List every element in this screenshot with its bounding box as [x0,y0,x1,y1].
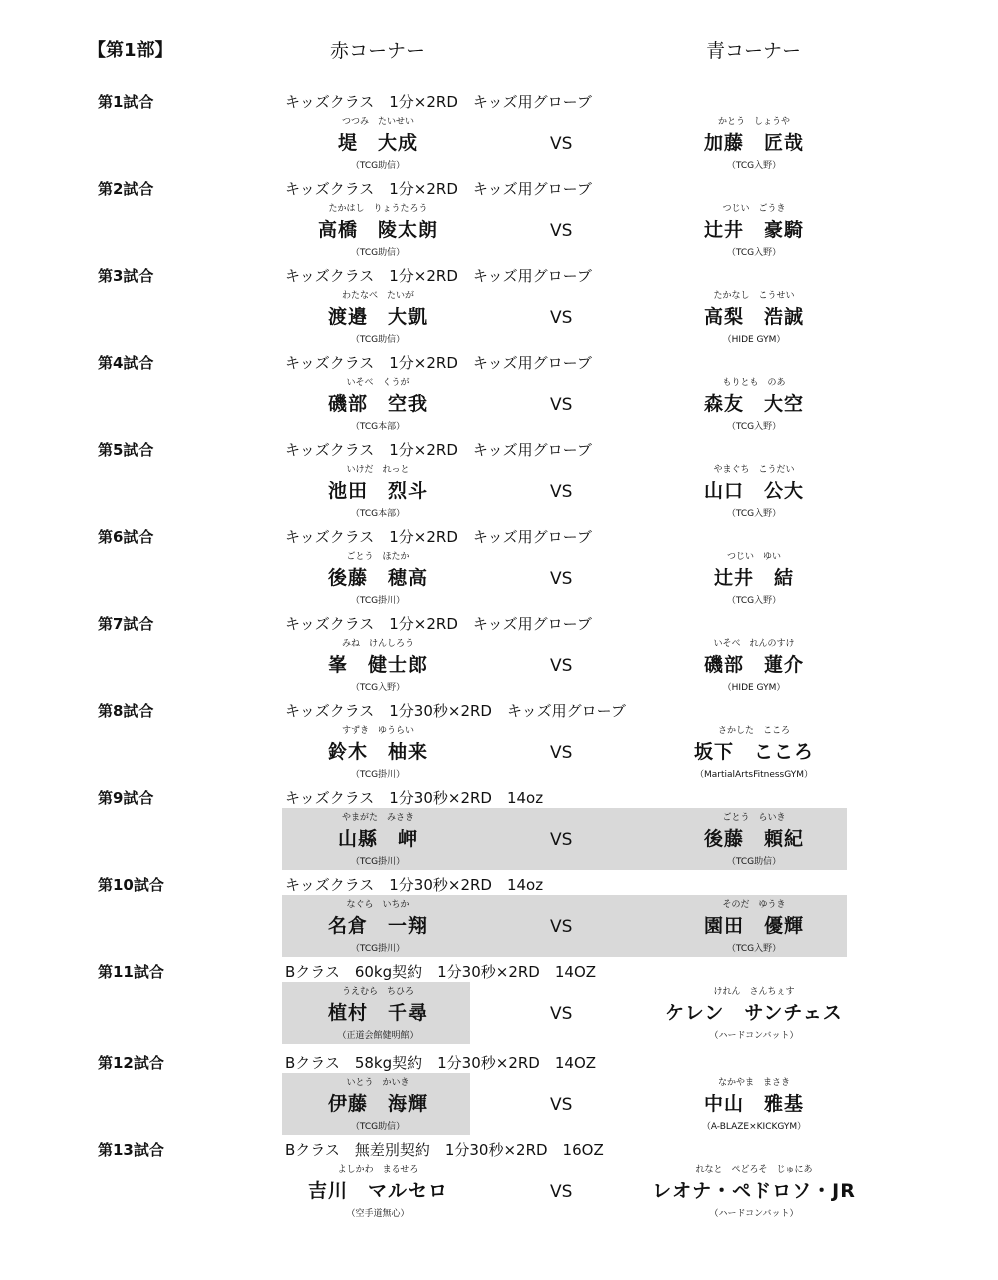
bout-number: 第12試合 [98,1054,164,1072]
bout-number: 第2試合 [98,180,154,198]
bout-number: 第9試合 [98,789,154,807]
red-corner-heading: 赤コーナー [330,40,426,62]
fighter-kana: さかした こころ [717,726,790,736]
fighter-kana: いそべ れんのすけ [713,639,795,649]
fighter-name: 峯 健士郎 [327,654,428,676]
bout-rules: キッズクラス 1分30秒×2RD 14oz [285,876,544,894]
fighter-name: 坂下 こころ [693,741,814,763]
fighter-gym: （TCG入野） [726,161,782,171]
fighter-name: 堤 大成 [337,132,418,154]
fighter-name: 名倉 一翔 [327,915,428,937]
fighter-name: 加藤 匠哉 [703,132,804,154]
vs-label: VS [550,917,573,937]
vs-label: VS [550,221,573,241]
bout-row [0,440,998,527]
fighter-kana: いけだ れっと [346,465,410,475]
fighter-gym: （TCG入野） [726,596,782,606]
part-title: 【第1部】 [88,40,173,61]
fighter-name: 中山 雅基 [703,1093,804,1115]
fighter-kana: やまぐち こうだい [713,465,795,475]
bout-number: 第10試合 [98,876,164,894]
fighter-kana: もりとも のあ [722,378,786,388]
fighter-name: 高橋 陵太朗 [317,219,438,241]
vs-label: VS [550,482,573,502]
vs-label: VS [550,1095,573,1115]
fighter-kana: たかはし りょうたろう [328,204,428,214]
bout-rules: キッズクラス 1分30秒×2RD 14oz [285,789,544,807]
vs-label: VS [550,1004,573,1024]
fighter-gym: （TCG掛川） [350,944,406,954]
bout-number: 第6試合 [98,528,154,546]
fighter-kana: うえむら ちひろ [341,987,414,997]
bout-rules: キッズクラス 1分×2RD キッズ用グローブ [285,615,592,633]
fighter-gym: （TCG入野） [726,248,782,258]
bout-row [0,527,998,614]
fighter-name: 渡邉 大凱 [327,306,428,328]
bout-row [0,92,998,179]
bout-row [0,614,998,701]
fighter-gym: （TCG入野） [726,509,782,519]
bout-rules: Bクラス 58kg契約 1分30秒×2RD 14OZ [285,1054,597,1072]
bout-rules: キッズクラス 1分×2RD キッズ用グローブ [285,180,592,198]
bout-number: 第5試合 [98,441,154,459]
blue-corner-heading: 青コーナー [706,40,802,62]
fighter-name: 高梨 浩誠 [703,306,804,328]
fighter-name: 辻井 結 [713,567,794,589]
fighter-kana: たかなし こうせい [713,291,795,301]
fighter-gym: （TCG入野） [726,944,782,954]
fighter-gym: （HIDE GYM） [722,683,786,693]
fighter-name: 後藤 穂高 [327,567,428,589]
fighter-gym: （TCG本部） [350,422,406,432]
bout-rules: キッズクラス 1分×2RD キッズ用グローブ [285,93,592,111]
fighter-gym: （TCG入野） [726,422,782,432]
bout-row [0,1053,998,1140]
fighter-kana: そのだ ゆうき [722,900,786,910]
bout-rules: キッズクラス 1分×2RD キッズ用グローブ [285,441,592,459]
vs-label: VS [550,134,573,154]
fighter-name: 磯部 空我 [327,393,428,415]
fighter-name: 山口 公大 [703,480,804,502]
fighter-kana: いそべ くうが [346,378,410,388]
fighter-gym: （TCG掛川） [350,857,406,867]
fighter-kana: つつみ たいせい [341,117,414,127]
fighter-name: 後藤 頼紀 [703,828,804,850]
fighter-gym: （TCG入野） [350,683,406,693]
bout-number: 第13試合 [98,1141,164,1159]
fighter-name: 森友 大空 [703,393,804,415]
fighter-name: 辻井 豪騎 [703,219,804,241]
bout-rules: キッズクラス 1分×2RD キッズ用グローブ [285,354,592,372]
fighter-kana: つじい ゆい [726,552,781,562]
fighter-name: 植村 千尋 [327,1002,428,1024]
fighter-kana: れなと ぺどろそ じゅにあ [695,1165,813,1175]
fighter-gym: （TCG本部） [350,509,406,519]
bout-rules: キッズクラス 1分×2RD キッズ用グローブ [285,267,592,285]
fighter-kana: みね けんしろう [341,639,414,649]
fighter-gym: （ハードコンバット） [709,1031,799,1041]
bout-number: 第1試合 [98,93,154,111]
bout-row [0,875,998,962]
fighter-gym: （TCG助信） [726,857,782,867]
fighter-name: 吉川 マルセロ [307,1180,448,1202]
fighter-kana: なかやま まさき [717,1078,790,1088]
vs-label: VS [550,395,573,415]
bout-row [0,266,998,353]
bout-number: 第11試合 [98,963,164,981]
fighter-name: 磯部 蓮介 [703,654,804,676]
fighter-name: レオナ・ペドロソ・JR [652,1180,856,1202]
fighter-gym: （ハードコンバット） [709,1209,799,1219]
fighter-name: 山縣 岬 [337,828,418,850]
fighter-kana: わたなべ たいが [341,291,414,301]
fighter-kana: やまがた みさき [341,813,414,823]
fighter-name: 園田 優輝 [703,915,804,937]
fighter-name: 池田 烈斗 [327,480,428,502]
bout-rules: キッズクラス 1分×2RD キッズ用グローブ [285,528,592,546]
fighter-gym: （TCG助信） [350,1122,406,1132]
bout-row [0,353,998,440]
fighter-gym: （TCG掛川） [350,596,406,606]
fighter-gym: （正道会館健明館） [337,1031,419,1041]
fighter-gym: （TCG助信） [350,248,406,258]
bout-row [0,962,998,1049]
bout-rules: Bクラス 60kg契約 1分30秒×2RD 14OZ [285,963,597,981]
bout-number: 第3試合 [98,267,154,285]
fighter-gym: （TCG助信） [350,161,406,171]
fighter-gym: （TCG助信） [350,335,406,345]
fighter-gym: （MartialArtsFitnessGYM） [694,770,814,780]
fighter-kana: ごとう ほたか [346,552,410,562]
fighter-gym: （TCG掛川） [350,770,406,780]
fighter-kana: なぐら いちか [346,900,410,910]
fighter-kana: かとう しょうや [717,117,790,127]
bout-number: 第8試合 [98,702,154,720]
vs-label: VS [550,656,573,676]
bout-number: 第7試合 [98,615,154,633]
fighter-kana: つじい ごうき [722,204,786,214]
bout-row [0,1140,998,1227]
fighter-kana: いとう かいき [346,1078,410,1088]
vs-label: VS [550,1182,573,1202]
bout-row [0,701,998,788]
vs-label: VS [550,743,573,763]
vs-label: VS [550,308,573,328]
fighter-name: 鈴木 柚来 [327,741,428,763]
fighter-kana: すずき ゆうらい [341,726,415,736]
vs-label: VS [550,830,573,850]
fighter-gym: （空手道無心） [346,1209,410,1219]
fighter-kana: ごとう らいき [722,813,786,823]
bout-row [0,179,998,266]
fighter-kana: よしかわ まるせろ [337,1165,419,1175]
bout-number: 第4試合 [98,354,154,372]
vs-label: VS [550,569,573,589]
bout-row [0,788,998,875]
bout-rules: Bクラス 無差別契約 1分30秒×2RD 16OZ [285,1141,604,1159]
fighter-gym: （A-BLAZE×KICKGYM） [701,1122,807,1132]
fighter-kana: けれん さんちぇす [713,987,795,997]
fighter-name: 伊藤 海輝 [327,1093,428,1115]
bout-rules: キッズクラス 1分30秒×2RD キッズ用グローブ [285,702,626,720]
fighter-name: ケレン サンチェス [665,1002,843,1024]
fighter-gym: （HIDE GYM） [722,335,786,345]
